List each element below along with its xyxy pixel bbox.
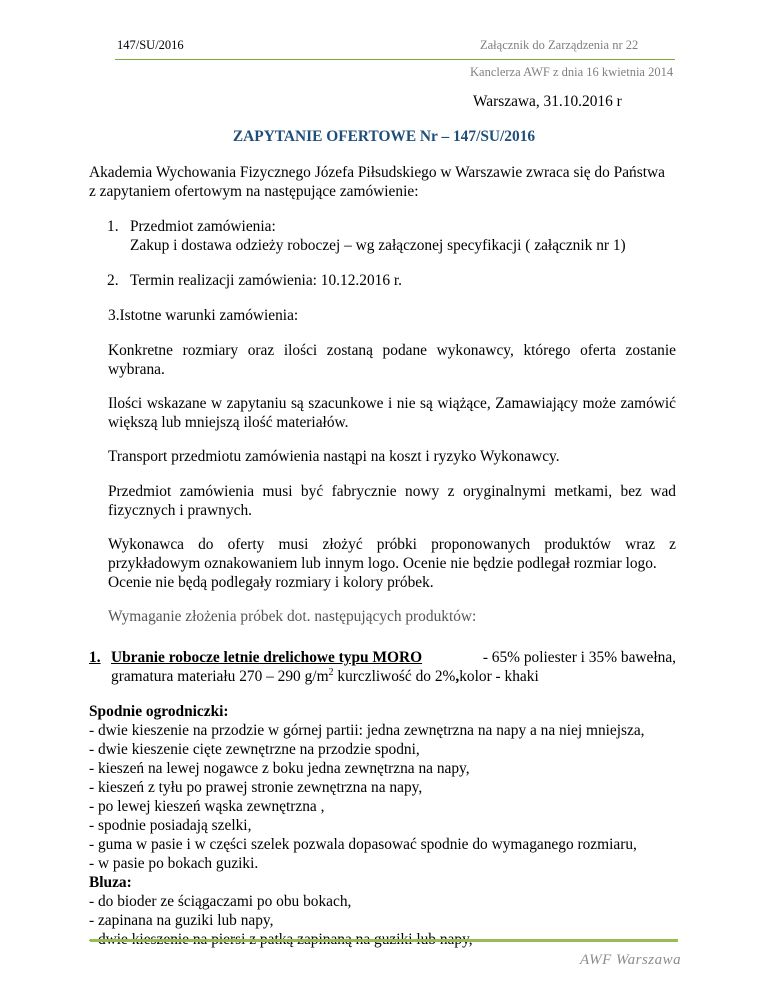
item-1-label: Przedmiot zamówienia: (130, 218, 276, 235)
product-spec-line (111, 667, 539, 686)
product-name: Ubranie robocze letnie drelichowe typu MORO (111, 649, 423, 666)
header-ref: 147/SU/2016 (117, 38, 184, 52)
condition-2-line-2: większą lub mniejszą ilość materiałów. (108, 414, 349, 431)
product-spec-weight: gramatura materiału 270 – 290 g/m (111, 668, 329, 685)
header-divider (115, 59, 675, 60)
condition-1-line-1: Konkretne rozmiary oraz ilości zostaną podane wykonawcy, którego oferta zostanie (108, 342, 676, 359)
spodnie-line: - spodnie posiadają szelki, (89, 817, 252, 834)
product-spec-color: kolor - khaki (459, 668, 539, 685)
spodnie-line: - po lewej kieszeń wąska zewnętrzna , (89, 798, 325, 815)
condition-3: Transport przedmiotu zamówienia nastąpi na koszt i ryzyko Wykonawcy. (108, 448, 560, 465)
spodnie-line: - dwie kieszenie na przodzie w górnej partii: jedna zewnętrzna na napy a na niej mniejsza, (89, 722, 645, 739)
spodnie-line: - kieszeń na lewej nogawce z boku jedna zewnętrzna na napy, (89, 760, 470, 777)
spodnie-line: - w pasie po bokach guziki. (89, 855, 259, 872)
condition-5-line-1: Wykonawca do oferty musi złożyć próbki proponowanych produktów wraz z (108, 536, 676, 553)
condition-4-line-2: fizycznych i prawnych. (108, 502, 253, 519)
product-number: 1. (89, 649, 101, 666)
samples-requirement: Wymaganie złożenia próbek dot. następujących produktów: (108, 608, 477, 625)
header-annex-line2: Kanclerza AWF z dnia 16 kwietnia 2014 (470, 65, 674, 79)
spodnie-line: - dwie kieszenie cięte zewnętrzne na przodzie spodni, (89, 741, 420, 758)
condition-5-line-3: Ocenie nie będą podlegały rozmiary i kolory próbek. (108, 574, 434, 591)
footer-text: AWF Warszawa (580, 952, 682, 968)
condition-1-line-2: wybrana. (108, 361, 165, 378)
bluza-line: - zapinana na guziki lub napy, (89, 912, 274, 929)
bluza-heading: Bluza: (89, 874, 132, 891)
spodnie-line: - kieszeń z tyłu po prawej stronie zewnętrzna na napy, (89, 779, 423, 796)
footer-divider (90, 939, 678, 942)
condition-5-line-2: przykładowym oznakowaniem lub innym logo. Ocenie nie będzie podlegał rozmiar logo. (108, 555, 657, 572)
header-annex-line1: Załącznik do Zarządzenia nr 22 (480, 38, 639, 52)
item-2-number: 2. (107, 272, 119, 289)
product-spec-sup: 2 (328, 666, 334, 678)
bluza-line: - do bioder ze ściągaczami po obu bokach, (89, 893, 352, 910)
item-3-text: 3.Istotne warunki zamówienia: (108, 307, 299, 324)
product-composition: - 65% poliester i 35% bawełna, (482, 649, 676, 666)
spodnie-line: - guma w pasie i w części szelek pozwala dopasować spodnie do wymaganego rozmiaru, (89, 836, 637, 853)
date-line: Warszawa, 31.10.2016 r (473, 93, 622, 110)
page-title: ZAPYTANIE OFERTOWE Nr – 147/SU/2016 (232, 128, 536, 145)
condition-4-line-1: Przedmiot zamówienia musi być fabrycznie nowy z oryginalnymi metkami, bez wad (108, 483, 676, 500)
product-spec-comma: , (455, 668, 460, 685)
intro-line-2: z zapytaniem ofertowym na następujące zamówienie: (89, 183, 419, 200)
item-2-text: Termin realizacji zamówienia: 10.12.2016 r. (130, 272, 403, 289)
product-spec-shrink: kurczliwość do 2% (333, 668, 456, 685)
item-1-number: 1. (107, 218, 119, 235)
condition-2-line-1: Ilości wskazane w zapytaniu są szacunkowe i nie są wiążące, Zamawiający może zamówić (108, 395, 676, 412)
product-title-line (111, 648, 676, 667)
spodnie-heading: Spodnie ogrodniczki: (89, 703, 229, 720)
item-1-detail: Zakup i dostawa odzieży roboczej – wg załączonej specyfikacji ( załącznik nr 1) (130, 237, 626, 254)
intro-line-1: Akademia Wychowania Fizycznego Józefa Piłsudskiego w Warszawie zwraca się do Państwa (89, 164, 665, 181)
